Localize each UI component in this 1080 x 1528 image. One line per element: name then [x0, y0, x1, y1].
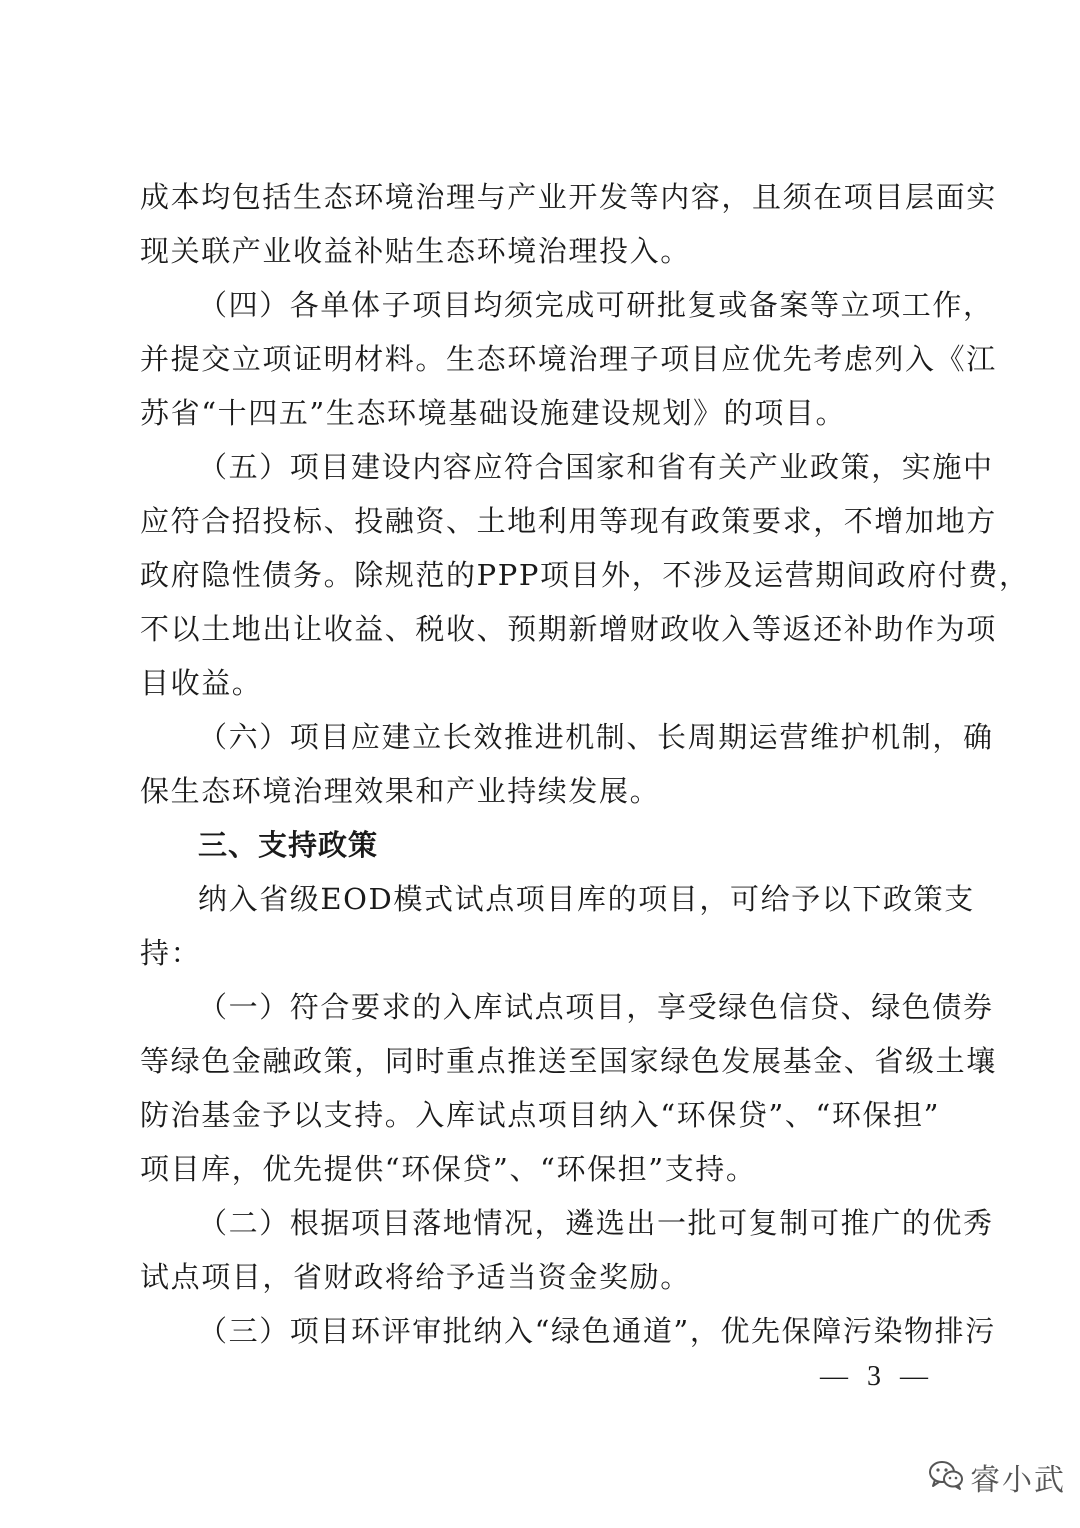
paragraph-line: 苏省“十四五”生态环境基础设施建设规划》的项目。 [140, 396, 847, 430]
paragraph-line: 保生态环境治理效果和产业持续发展。 [140, 774, 661, 808]
paragraph-line: 应符合招投标、投融资、土地利用等现有政策要求，不增加地方 [140, 504, 997, 538]
paragraph-line: 试点项目，省财政将给予适当资金奖励。 [140, 1260, 691, 1294]
paragraph-line: （三）项目环评审批纳入“绿色通道”，优先保障污染物排污 [198, 1314, 996, 1348]
paragraph-line: 政府隐性债务。除规范的PPP项目外，不涉及运营期间政府付费， [140, 558, 1030, 592]
section-heading: 三、支持政策 [198, 828, 379, 862]
paragraph-line: （二）根据项目落地情况，遴选出一批可复制可推广的优秀 [198, 1206, 994, 1240]
paragraph-line: 项目库，优先提供“环保贷”、“环保担”支持。 [140, 1152, 757, 1186]
wechat-icon [928, 1459, 964, 1495]
watermark-text: 睿小武 [970, 1463, 1066, 1498]
paragraph-line: （六）项目应建立长效推进机制、长周期运营维护机制，确 [198, 720, 994, 754]
paragraph-line: 等绿色金融政策，同时重点推送至国家绿色发展基金、省级土壤 [140, 1044, 997, 1078]
paragraph-line: （五）项目建设内容应符合国家和省有关产业政策，实施中 [198, 450, 994, 484]
paragraph-line: 持： [140, 936, 202, 970]
paragraph-line: （四）各单体子项目均须完成可研批复或备案等立项工作， [198, 288, 994, 322]
paragraph-line: 防治基金予以支持。入库试点项目纳入“环保贷”、“环保担” [140, 1098, 941, 1132]
paragraph-line: 不以土地出让收益、税收、预期新增财政收入等返还补助作为项 [140, 612, 997, 646]
paragraph-line: （一）符合要求的入库试点项目，享受绿色信贷、绿色债券 [198, 990, 994, 1024]
paragraph-line: 目收益。 [140, 666, 263, 700]
paragraph-line: 现关联产业收益补贴生态环境治理投入。 [140, 234, 691, 268]
paragraph-line: 纳入省级EOD模式试点项目库的项目，可给予以下政策支 [198, 882, 975, 916]
page-number: — 3 — [820, 1361, 934, 1392]
paragraph-line: 并提交立项证明材料。生态环境治理子项目应优先考虑列入《江 [140, 342, 997, 376]
paragraph-line: 成本均包括生态环境治理与产业开发等内容，且须在项目层面实 [140, 180, 997, 214]
watermark [928, 1452, 1066, 1502]
